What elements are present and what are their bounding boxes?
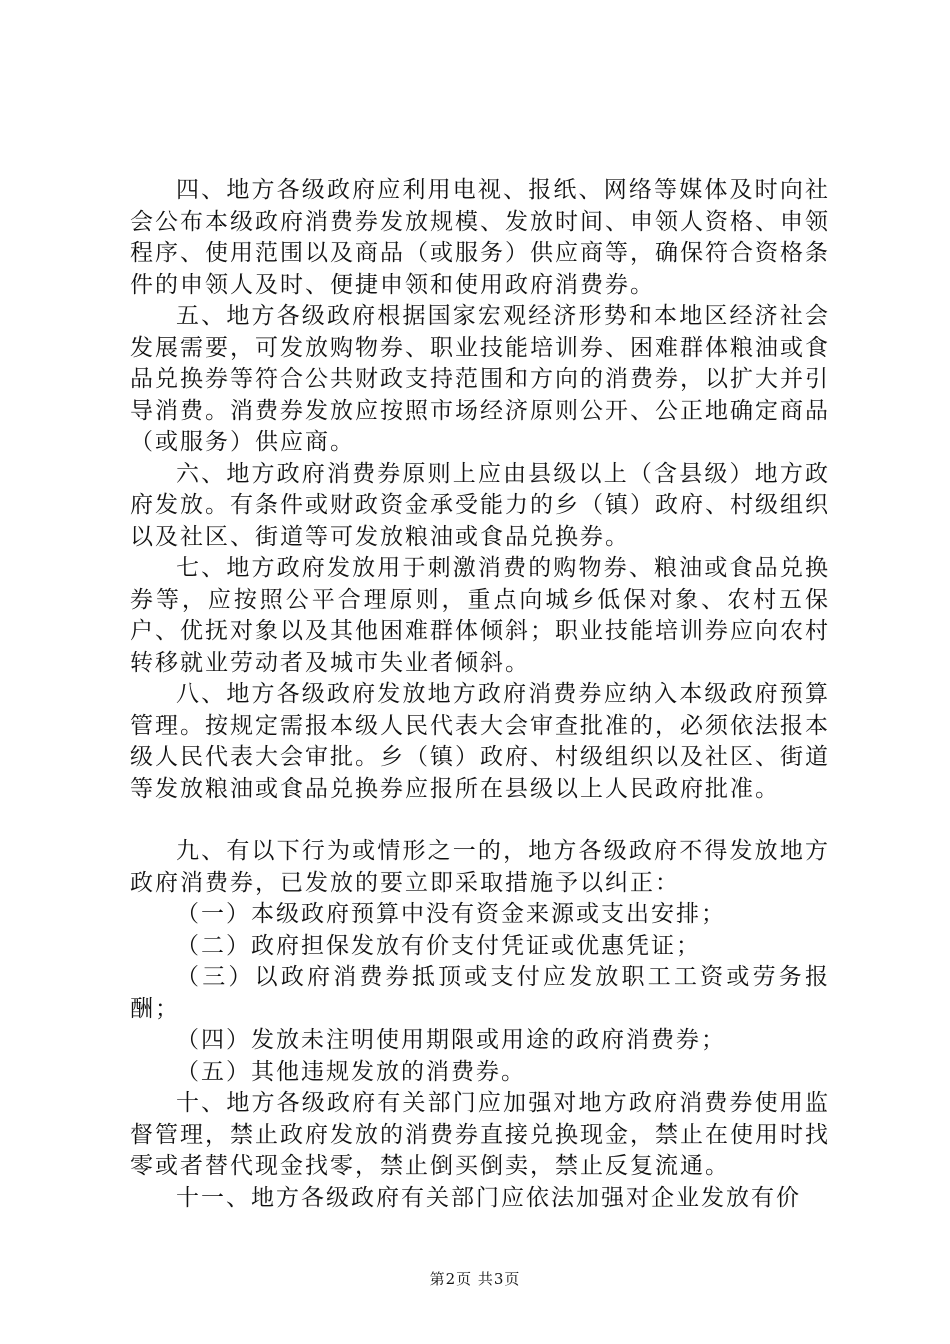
paragraph-five: 五、地方各级政府根据国家宏观经济形势和本地区经济社会发展需要，可发放购物券、职业技能培训券、困难群体粮油或食品兑换券等符合公共财政支持范围和方向的消费券，以扩大并引导消费。消费券发放应按照市场经济原则公开、公正地确定商品（或服务）供应商。 <box>130 303 830 455</box>
paragraph-six: 六、地方政府消费券原则上应由县级以上（含县级）地方政府发放。有条件或财政资金承受能力的乡（镇）政府、村级组织以及社区、街道等可发放粮油或食品兑换券。 <box>130 460 830 550</box>
list-item-one: （一）本级政府预算中没有资金来源或支出安排； <box>176 901 726 927</box>
page-footer: 第2页 共3页 <box>429 1270 521 1288</box>
paragraph-gap <box>130 805 830 836</box>
paragraph-four: 四、地方各级政府应利用电视、报纸、网络等媒体及时向社会公布本级政府消费券发放规模、发放时间、申领人资格、申领程序、使用范围以及商品（或服务）供应商等，确保符合资格条件的申领人及时、便捷申领和使用政府消费券。 <box>130 177 830 298</box>
paragraph-eight: 八、地方各级政府发放地方政府消费券应纳入本级政府预算管理。按规定需报本级人民代表大会审查批准的，必须依法报本级人民代表大会审批。乡（镇）政府、村级组织以及社区、街道等发放粮油或食品兑换券应报所在县级以上人民政府批准。 <box>130 681 830 802</box>
list-item-two: （二）政府担保发放有价支付凭证或优惠凭证； <box>176 932 701 959</box>
paragraph-eleven: 十一、地方各级政府有关部门应依法加强对企业发放有价 <box>176 1184 801 1211</box>
paragraph-nine: 九、有以下行为或情形之一的，地方各级政府不得发放地方政府消费券，已发放的要立即采取措施予以纠正： <box>130 838 830 896</box>
paragraph-ten: 十、地方各级政府有关部门应加强对地方政府消费券使用监督管理，禁止政府发放的消费券直接兑换现金，禁止在使用时找零或者替代现金找零，禁止倒买倒卖，禁止反复流通。 <box>130 1090 830 1179</box>
list-item-four: （四）发放未注明使用期限或用途的政府消费券； <box>176 1027 726 1053</box>
list-item-three: （三）以政府消费券抵顶或支付应发放职工工资或劳务报酬； <box>130 964 830 1022</box>
document-body <box>130 175 830 1214</box>
list-item-five: （五）其他违规发放的消费券。 <box>176 1058 526 1085</box>
paragraph-seven: 七、地方政府发放用于刺激消费的购物券、粮油或食品兑换券等，应按照公平合理原则，重点向城乡低保对象、农村五保户、优抚对象以及其他困难群体倾斜；职业技能培训券应向农村转移就业劳动者及城市失业者倾斜。 <box>130 555 830 676</box>
